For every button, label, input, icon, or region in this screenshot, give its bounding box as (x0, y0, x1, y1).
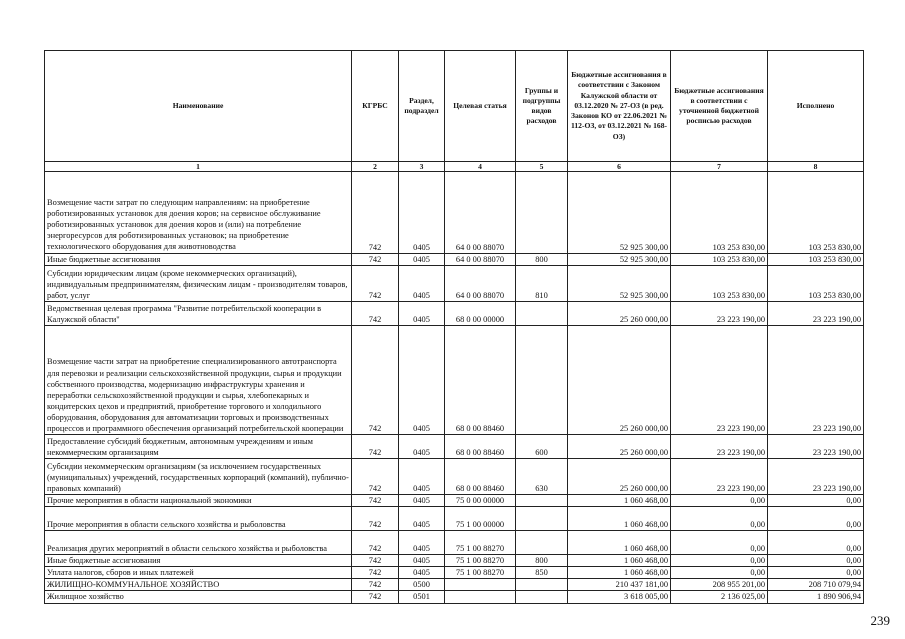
row-law-amount: 1 060 468,00 (568, 555, 671, 567)
column-number: 3 (399, 162, 445, 172)
row-expense-group: 600 (516, 435, 568, 459)
row-target-article: 68 0 00 88460 (445, 459, 516, 495)
row-executed-amount: 23 223 190,00 (768, 435, 864, 459)
row-executed-amount: 0,00 (768, 567, 864, 579)
table-body (45, 172, 864, 604)
row-name: Предоставление субсидий бюджетным, автономным учреждениям и иным некоммерческим организациям (45, 435, 352, 459)
row-name: Субсидии некоммерческим организациям (за исключением государственных (муниципальных) учреждений, государственных корпораций (компаний), публично-правовых компаний) (45, 459, 352, 495)
column-number: 7 (671, 162, 768, 172)
row-expense-group (516, 302, 568, 326)
row-law-amount: 25 260 000,00 (568, 326, 671, 435)
row-name: Иные бюджетные ассигнования (45, 254, 352, 266)
column-number: 8 (768, 162, 864, 172)
row-executed-amount: 0,00 (768, 555, 864, 567)
row-name: Субсидии юридическим лицам (кроме некоммерческих организаций), индивидуальным предпринимателям, физическим лицам - производителям товаров, работ, услуг (45, 266, 352, 302)
row-target-article: 75 1 00 88270 (445, 555, 516, 567)
row-target-article: 75 1 00 88270 (445, 531, 516, 555)
row-section: 0501 (399, 591, 445, 603)
row-refined-amount: 0,00 (671, 507, 768, 531)
row-kgrbs: 742 (352, 459, 399, 495)
row-law-amount: 1 060 468,00 (568, 567, 671, 579)
row-section: 0405 (399, 555, 445, 567)
row-kgrbs: 742 (352, 531, 399, 555)
header-law-allocations: Бюджетные ассигнования в соответствии с Законом Калужской области от 03.12.2020 № 27-ОЗ (в ред. Законов КО от 22.06.2021 № 112-ОЗ, от 03.12.2021 № 168-ОЗ) (568, 51, 671, 162)
column-number: 2 (352, 162, 399, 172)
row-refined-amount: 0,00 (671, 555, 768, 567)
row-section: 0405 (399, 172, 445, 254)
row-kgrbs: 742 (352, 326, 399, 435)
row-executed-amount: 23 223 190,00 (768, 302, 864, 326)
row-executed-amount: 103 253 830,00 (768, 266, 864, 302)
row-refined-amount: 23 223 190,00 (671, 459, 768, 495)
row-executed-amount: 208 710 079,94 (768, 579, 864, 591)
header-expense-groups: Группы и подгруппы видов расходов (516, 51, 568, 162)
row-section: 0405 (399, 326, 445, 435)
header-row (45, 51, 864, 162)
column-number: 1 (45, 162, 352, 172)
column-number: 5 (516, 162, 568, 172)
row-executed-amount: 0,00 (768, 507, 864, 531)
column-number-row (45, 162, 864, 172)
row-refined-amount: 23 223 190,00 (671, 326, 768, 435)
row-section: 0405 (399, 266, 445, 302)
row-target-article: 75 1 00 88270 (445, 567, 516, 579)
row-executed-amount: 23 223 190,00 (768, 326, 864, 435)
row-expense-group (516, 326, 568, 435)
budget-table (44, 50, 864, 604)
header-executed: Исполнено (768, 51, 864, 162)
row-name: Прочие мероприятия в области национальной экономики (45, 495, 352, 507)
row-section: 0405 (399, 254, 445, 266)
row-law-amount: 1 060 468,00 (568, 531, 671, 555)
row-law-amount: 25 260 000,00 (568, 435, 671, 459)
row-kgrbs: 742 (352, 435, 399, 459)
row-law-amount: 25 260 000,00 (568, 459, 671, 495)
row-executed-amount: 23 223 190,00 (768, 459, 864, 495)
row-name: Реализация других мероприятий в области сельского хозяйства и рыболовства (45, 531, 352, 555)
row-refined-amount: 23 223 190,00 (671, 302, 768, 326)
row-name: ЖИЛИЩНО-КОММУНАЛЬНОЕ ХОЗЯЙСТВО (45, 579, 352, 591)
row-section: 0500 (399, 579, 445, 591)
row-law-amount: 210 437 181,00 (568, 579, 671, 591)
column-number: 4 (445, 162, 516, 172)
row-expense-group (516, 531, 568, 555)
row-section: 0405 (399, 567, 445, 579)
row-refined-amount: 103 253 830,00 (671, 254, 768, 266)
row-kgrbs: 742 (352, 495, 399, 507)
row-name: Иные бюджетные ассигнования (45, 555, 352, 567)
row-section: 0405 (399, 507, 445, 531)
row-expense-group (516, 591, 568, 603)
row-section: 0405 (399, 302, 445, 326)
row-expense-group: 800 (516, 254, 568, 266)
header-kgrbs: КГРБС (352, 51, 399, 162)
row-kgrbs: 742 (352, 254, 399, 266)
row-kgrbs: 742 (352, 579, 399, 591)
row-expense-group (516, 172, 568, 254)
row-executed-amount: 1 890 906,94 (768, 591, 864, 603)
row-kgrbs: 742 (352, 507, 399, 531)
row-section: 0405 (399, 459, 445, 495)
row-target-article: 64 0 00 88070 (445, 172, 516, 254)
row-kgrbs: 742 (352, 555, 399, 567)
row-executed-amount: 0,00 (768, 495, 864, 507)
row-target-article (445, 579, 516, 591)
row-kgrbs: 742 (352, 302, 399, 326)
row-expense-group: 850 (516, 567, 568, 579)
row-executed-amount: 103 253 830,00 (768, 172, 864, 254)
row-law-amount: 3 618 005,00 (568, 591, 671, 603)
row-target-article: 64 0 00 88070 (445, 254, 516, 266)
row-section: 0405 (399, 531, 445, 555)
header-name: Наименование (45, 51, 352, 162)
row-target-article: 75 1 00 00000 (445, 507, 516, 531)
row-section: 0405 (399, 495, 445, 507)
row-refined-amount: 103 253 830,00 (671, 172, 768, 254)
row-law-amount: 1 060 468,00 (568, 495, 671, 507)
row-executed-amount: 0,00 (768, 531, 864, 555)
row-name: Прочие мероприятия в области сельского хозяйства и рыболовства (45, 507, 352, 531)
row-refined-amount: 23 223 190,00 (671, 435, 768, 459)
column-number: 6 (568, 162, 671, 172)
row-name: Уплата налогов, сборов и иных платежей (45, 567, 352, 579)
row-expense-group (516, 579, 568, 591)
row-section: 0405 (399, 435, 445, 459)
row-expense-group: 800 (516, 555, 568, 567)
row-kgrbs: 742 (352, 591, 399, 603)
row-target-article: 68 0 00 88460 (445, 435, 516, 459)
row-expense-group (516, 507, 568, 531)
row-target-article (445, 591, 516, 603)
row-refined-amount: 2 136 025,00 (671, 591, 768, 603)
row-name: Ведомственная целевая программа "Развитие потребительской кооперации в Калужской области" (45, 302, 352, 326)
header-target-article: Целевая статья (445, 51, 516, 162)
row-target-article: 64 0 00 88070 (445, 266, 516, 302)
row-executed-amount: 103 253 830,00 (768, 254, 864, 266)
page-number: 239 (870, 613, 890, 628)
row-kgrbs: 742 (352, 567, 399, 579)
row-expense-group: 630 (516, 459, 568, 495)
row-refined-amount: 208 955 201,00 (671, 579, 768, 591)
row-refined-amount: 0,00 (671, 495, 768, 507)
row-target-article: 68 0 00 88460 (445, 326, 516, 435)
row-name: Возмещение части затрат по следующим направлениям: на приобретение роботизированных установок для доения коров; на сервисное обслуживание роботизированных установок для доения коров и (или) на потребление энергоресурсов для роботизированных установок; на приобретение технологического оборудования для животноводства (45, 172, 352, 254)
row-refined-amount: 0,00 (671, 531, 768, 555)
row-expense-group (516, 495, 568, 507)
row-law-amount: 52 925 300,00 (568, 254, 671, 266)
header-section: Раздел, подраздел (399, 51, 445, 162)
row-law-amount: 52 925 300,00 (568, 266, 671, 302)
row-refined-amount: 103 253 830,00 (671, 266, 768, 302)
header-refined-allocations: Бюджетные ассигнования в соответствии с уточненной бюджетной росписью расходов (671, 51, 768, 162)
row-law-amount: 1 060 468,00 (568, 507, 671, 531)
row-refined-amount: 0,00 (671, 567, 768, 579)
row-name: Возмещение части затрат на приобретение специализированного автотранспорта для перевозки и реализации сельскохозяйственной продукции, сырья и продукции собственного производства, модернизацию инфраструктуры хранения и переработки сельскохозяйственной продукции и сырья, хлебопекарных и кондитерских цехов и предприятий, приобретение торгового и холодильного оборудования, оборудования для автоматизации торговых и производственных процессов и программного обеспечения организаций потребительской кооперации (45, 326, 352, 435)
row-law-amount: 52 925 300,00 (568, 172, 671, 254)
row-law-amount: 25 260 000,00 (568, 302, 671, 326)
row-kgrbs: 742 (352, 266, 399, 302)
row-name: Жилищное хозяйство (45, 591, 352, 603)
row-kgrbs: 742 (352, 172, 399, 254)
row-expense-group: 810 (516, 266, 568, 302)
row-target-article: 68 0 00 00000 (445, 302, 516, 326)
row-target-article: 75 0 00 00000 (445, 495, 516, 507)
